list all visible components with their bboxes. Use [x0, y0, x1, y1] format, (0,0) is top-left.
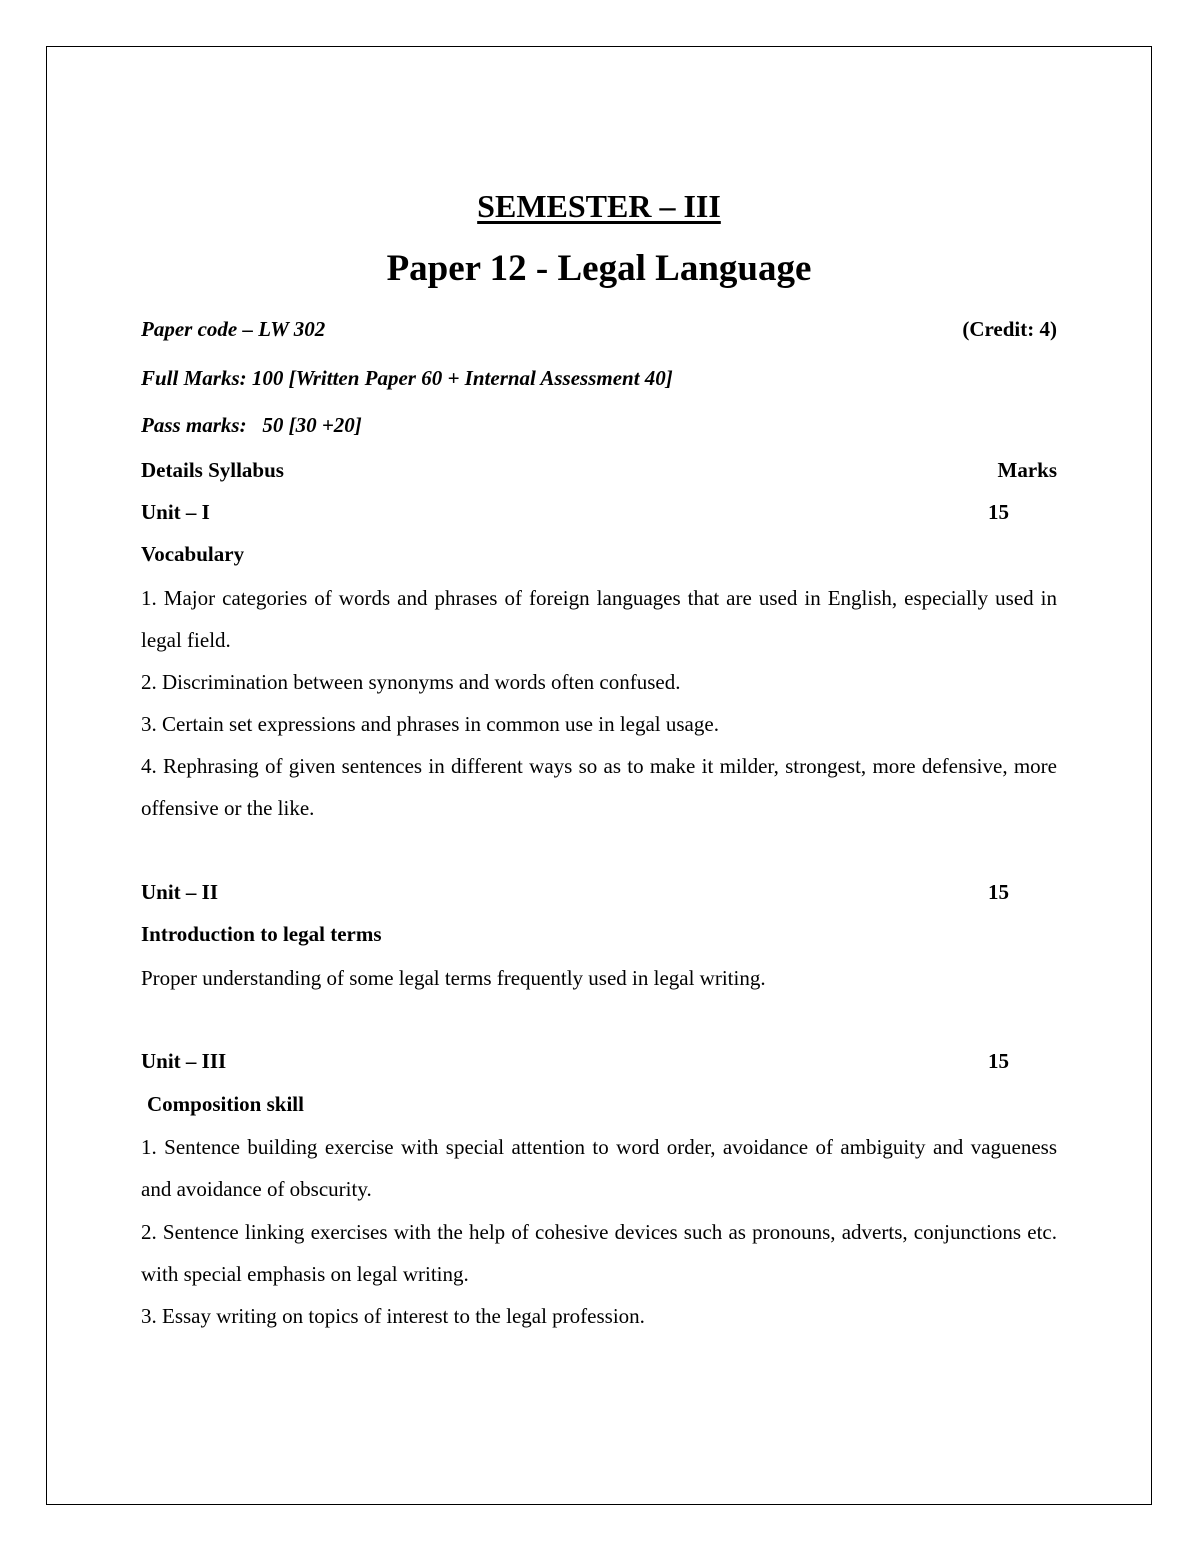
- pass-marks: Pass marks: 50 [30 +20]: [141, 413, 362, 437]
- unit-1-row: [141, 498, 1057, 526]
- marks-label: Marks: [997, 458, 1057, 482]
- paper-title: Paper 12 - Legal Language: [386, 248, 812, 289]
- unit-2-label: Unit – II: [141, 880, 219, 904]
- unit-1-item-3: 3. Certain set expressions and phrases in common use in legal usage.: [141, 712, 719, 736]
- unit-3-label: Unit – III: [141, 1049, 227, 1073]
- syllabus-label: Details Syllabus: [141, 458, 284, 482]
- unit-1-item-4: 4. Rephrasing of given sentences in different ways so as to make it milder, strongest, more defensive, more offensive or the like.: [141, 754, 1057, 820]
- unit-1-label: Unit – I: [141, 500, 210, 524]
- unit-1-heading: Vocabulary: [141, 542, 245, 566]
- unit-2-item-1: Proper understanding of some legal terms frequently used in legal writing.: [141, 966, 766, 990]
- credit: (Credit: 4): [962, 317, 1057, 341]
- semester-title: SEMESTER – III: [477, 188, 721, 224]
- unit-1-item-1: 1. Major categories of words and phrases of foreign languages that are used in English, especially used in legal field.: [141, 586, 1057, 652]
- full-marks: Full Marks: 100 [Written Paper 60 + Internal Assessment 40]: [141, 366, 673, 390]
- unit-1-marks: 15: [988, 500, 1009, 524]
- unit-1-item-2: 2. Discrimination between synonyms and words often confused.: [141, 670, 681, 694]
- unit-3-item-3: 3. Essay writing on topics of interest to the legal profession.: [141, 1304, 645, 1328]
- paper-code-row: [141, 315, 1057, 343]
- unit-3-item-1: 1. Sentence building exercise with special attention to word order, avoidance of ambiguity and vagueness and avoidance of obscurity.: [141, 1135, 1057, 1201]
- unit-3-row: [141, 1047, 1057, 1075]
- unit-3-heading: Composition skill: [147, 1092, 304, 1116]
- unit-2-row: [141, 878, 1057, 906]
- paper-code: Paper code – LW 302: [141, 317, 326, 341]
- syllabus-header-row: [141, 456, 1057, 484]
- unit-2-marks: 15: [988, 880, 1009, 904]
- unit-2-heading: Introduction to legal terms: [141, 922, 382, 946]
- unit-3-item-2: 2. Sentence linking exercises with the help of cohesive devices such as pronouns, adverts, conjunctions etc. with special emphasis on legal writing.: [141, 1220, 1057, 1286]
- unit-3-marks: 15: [988, 1049, 1009, 1073]
